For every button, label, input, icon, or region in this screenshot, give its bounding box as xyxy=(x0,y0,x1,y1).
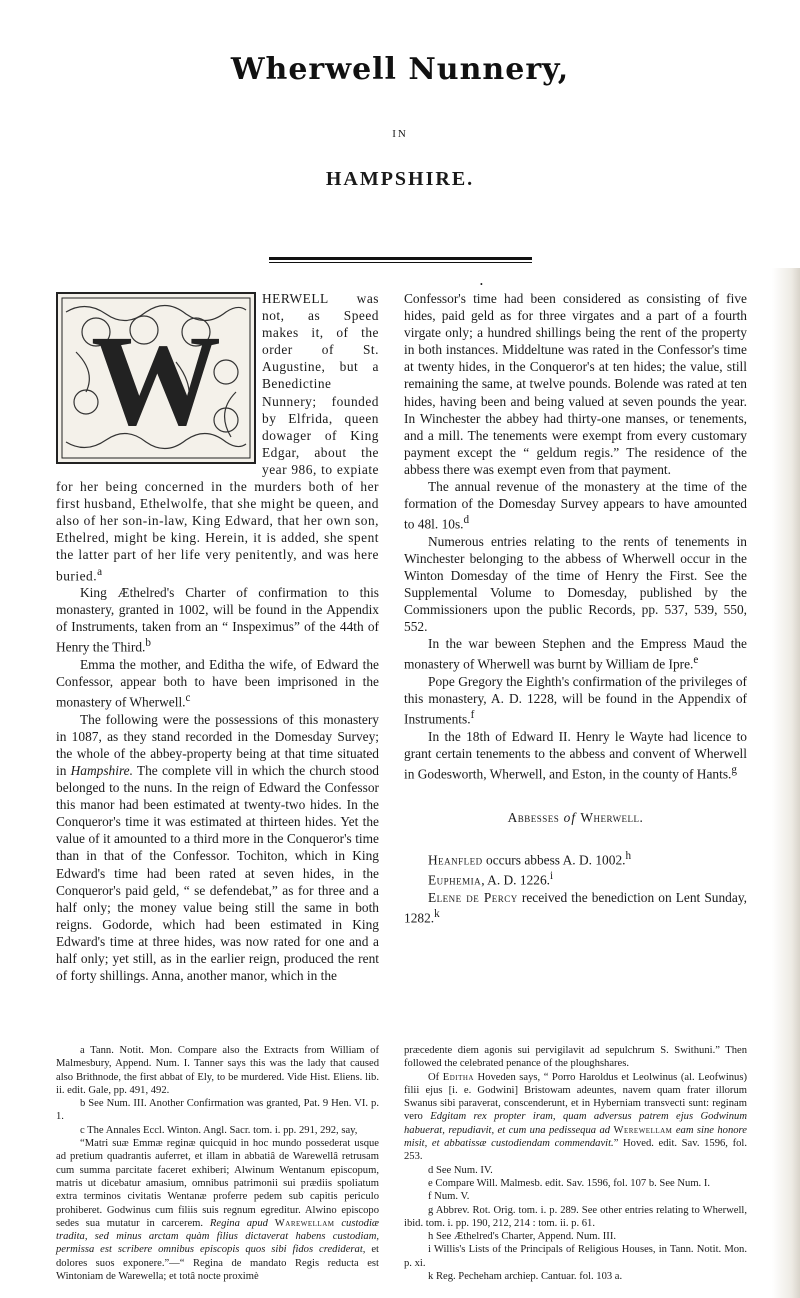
page-edge-shadow xyxy=(772,268,800,1298)
footnote: a Tann. Notit. Mon. Compare also the Extracts from William of Malmesbury, Append. Num. I. Tanner says this was the lady that caused also Brithnode, the first abbat of Ely, to be murdered. Vide Hist. Eliens. lib. ii. edit. Gale, pp. 491, 492. xyxy=(56,1045,379,1096)
paragraph: The annual revenue of the monastery at the time of the formation of the Domesday Survey appears to have amounted to 48l. 10s.$^d$ xyxy=(404,479,747,532)
right-column xyxy=(404,290,747,926)
abbesses-heading: Abbesses of Wherwell. xyxy=(507,809,644,825)
paragraph: In the 18th of Edward II. Henry le Wayte had licence to grant certain tenements to the abbess and convent of Wherwell in Godesworth, Wherwell, and Eston, in the county of Hants.$^g$ xyxy=(404,728,747,782)
dropcap-letter: W xyxy=(91,309,221,453)
abbess-entry: Euphemia, A. D. 1226.$^i$ xyxy=(428,870,554,888)
paragraph: Emma the mother, and Editha the wife, of Edward the Confessor, appear both to have been imprisoned in the monastery of Wherwell.$^c$ xyxy=(56,656,379,710)
paragraph: HERWELL was not, as Speed makes it, of the order of St. Augustine, but a Benedictine Nunnery; founded by Elfrida, queen dowager of King Edgar, about the year 986, to expiate for her being concerned in the murders both of her first husband, Ethelwolfe, that she might be queen, and also of her son-in-law, King Edward, that her own son, Ethelred, might be king. Herein, it is added, she spent the latter part of her life very penitently, and was here buried.$^a$ xyxy=(56,291,379,583)
footnote: k Reg. Pecheham archiep. Cantuar. fol. 103 a. xyxy=(428,1271,623,1283)
left-column xyxy=(56,290,379,984)
abbess-entry: Elene de Percy received the benediction on Lent Sunday, 1282.$^k$ xyxy=(404,889,747,926)
title-rule-thick xyxy=(269,257,532,260)
paragraph: Pope Gregory the Eighth's confirmation of the privileges of this monastery, A. D. 1228, will be found in the Appendix of Instruments.$^f$ xyxy=(404,674,747,727)
abbess-entry: Heanfled occurs abbess A. D. 1002.$^h$ xyxy=(428,849,632,868)
ornament-dot: • xyxy=(480,280,483,289)
footnote: c The Annales Eccl. Winton. Angl. Sacr. tom. i. pp. 291, 292, say, xyxy=(80,1124,358,1136)
footnote: b See Num. III. Another Confirmation was granted, Pat. 9 Hen. VI. p. 1. xyxy=(56,1098,379,1123)
footnote: f Num. V. xyxy=(428,1191,470,1203)
paragraph: King Æthelred's Charter of confirmation to this monastery, granted in 1002, will be found in the Appendix of Instruments, taken from an “ Inspeximus” of the 44th of Henry the Third.$^b$ xyxy=(56,585,379,655)
paragraph: Numerous entries relating to the rents of tenements in Winchester belonging to the abbess of Wherwell occur in the Winton Domesday of the time of Henry the First. See the Supplemental Volume to Domesday, published by the Commissioners upon the public Records, pp. 537, 539, 550, 552. xyxy=(404,533,747,635)
footnote: Of Editha Hoveden says, “ Porro Haroldus et Leolwinus (al. Leofwinus) filii ejus [i. e. Godwini] Bristowam adeuntes, navem quam frater illorum Swanus sibi paraverat, conscenderunt, et in Hyberniam transvecti sunt: reginam vero Edgitam rex propter iram, quam adversus patrem ejus Godwinum habuerat, repudiavit, et cum una pedissequa ad Werewellam eam sine honore misit, et abbatissæ custodiendam commendavit.” Hoved. edit. Sav. 1596, fol. 253. xyxy=(404,1071,748,1163)
footnote: h See Æthelred's Charter, Append. Num. III. xyxy=(428,1231,617,1243)
paragraph: In the war beween Stephen and the Empress Maud the monastery of Wherwell was burnt by William de Ipre.$^e$ xyxy=(404,636,747,672)
footnote: præcedente diem agonis sui pervigilavit ad sepulchrum S. Swithuni.” Then followed the celebrated penance of the ploughshares. xyxy=(404,1045,747,1070)
paragraph: The following were the possessions of this monastery in 1087, as they stand recorded in the Domesday Survey; the whole of the abbey-property being at that time situated in Hampshire. The complete vill in which the church stood belonged to the nuns. In the reign of Edward the Confessor this manor had been estimated at twenty-two hides. In the Conqueror's time it was estimated at thirteen hides. Yet the value of it amounted to a third more in the Conqueror's time than in that of the Confessor. Tochiton, which in King Edward's time had been rated at seven hides, in the Conqueror's paid geld, “ se defendebat,” as for three and a half only; the money value being still the same in both reigns. Godorde, which had been estimated in King Edward's time at three hides, was now rated for one and a half only; yet still, as in the earlier reign, produced the rent of forty shillings. Anna, another manor, which in the xyxy=(56,711,379,984)
title-rule-thin xyxy=(269,262,532,263)
footnote-quote: “Matri suæ Emmæ reginæ quicquid in hoc mundo possederat usque ad pretium quadrantis auferret, et illam in abbatiâ de Warewellâ retrusam cum summa parcitate faceret exhiberi; Alwinum Wentanum episcopum, matris ut dicebatur amasium, omnibus patrimonii sui prædiis spoliatum extra terminos civitatis Wentanæ proferre pedem sub capitis periculo prohiberet. Godwinus cum filiis suis regnum egreditur. Alwino episcopo sedes sua mutatur in carcerem. Regina apud Warewellam custodiæ tradita, sed minus arctam quàm filius dictaverat habens custodiam, permissa est scribere omnibus episcopis quos sibi fidos crediderat, et dolores suos exponere.”—“ Regina de mandato Regis reducta est Wintoniam de Warewella; et totâ nocte proximè xyxy=(56,1138,379,1283)
footnote: e Compare Will. Malmesb. edit. Sav. 1596, fol. 107 b. See Num. I. xyxy=(428,1177,711,1189)
ornamental-initial-w-icon xyxy=(56,292,256,464)
title-in: IN xyxy=(392,128,408,140)
footnotes-right xyxy=(404,1044,747,1283)
footnote: g Abbrev. Rot. Orig. tom. i. p. 289. See other entries relating to Wherwell, ibid. tom. i. pp. 190, 212, 214 : tom. ii. p. 61. xyxy=(404,1204,747,1229)
page-title: Wherwell Nunnery, xyxy=(230,52,570,87)
paragraph: Confessor's time had been considered as consisting of five hides, paid geld as for three virgates and a part of a fourth virgate only; a hundred shillings being the rent of the property in both instances. Middeltune was rated in the Confessor's time at twenty hides, in the Conqueror's at ten hides; the value, still remaining the same, at twelve pounds. Bolende was rated at ten hides, having been and being valued at seven pounds the year. In Winchester the abbey had thirty-one manses, or tenements, and a mill. The tenements were exempt from every customary payment except the “ geldum regis.” The residence of the abbess there was exempt even from that payment. xyxy=(404,291,747,477)
title-county: HAMPSHIRE. xyxy=(325,168,475,190)
footnote: i Willis's Lists of the Principals of Religious Houses, in Tann. Notit. Mon. p. xi. xyxy=(404,1244,747,1269)
footnotes-left xyxy=(56,1044,379,1283)
footnote: d See Num. IV. xyxy=(428,1164,493,1176)
